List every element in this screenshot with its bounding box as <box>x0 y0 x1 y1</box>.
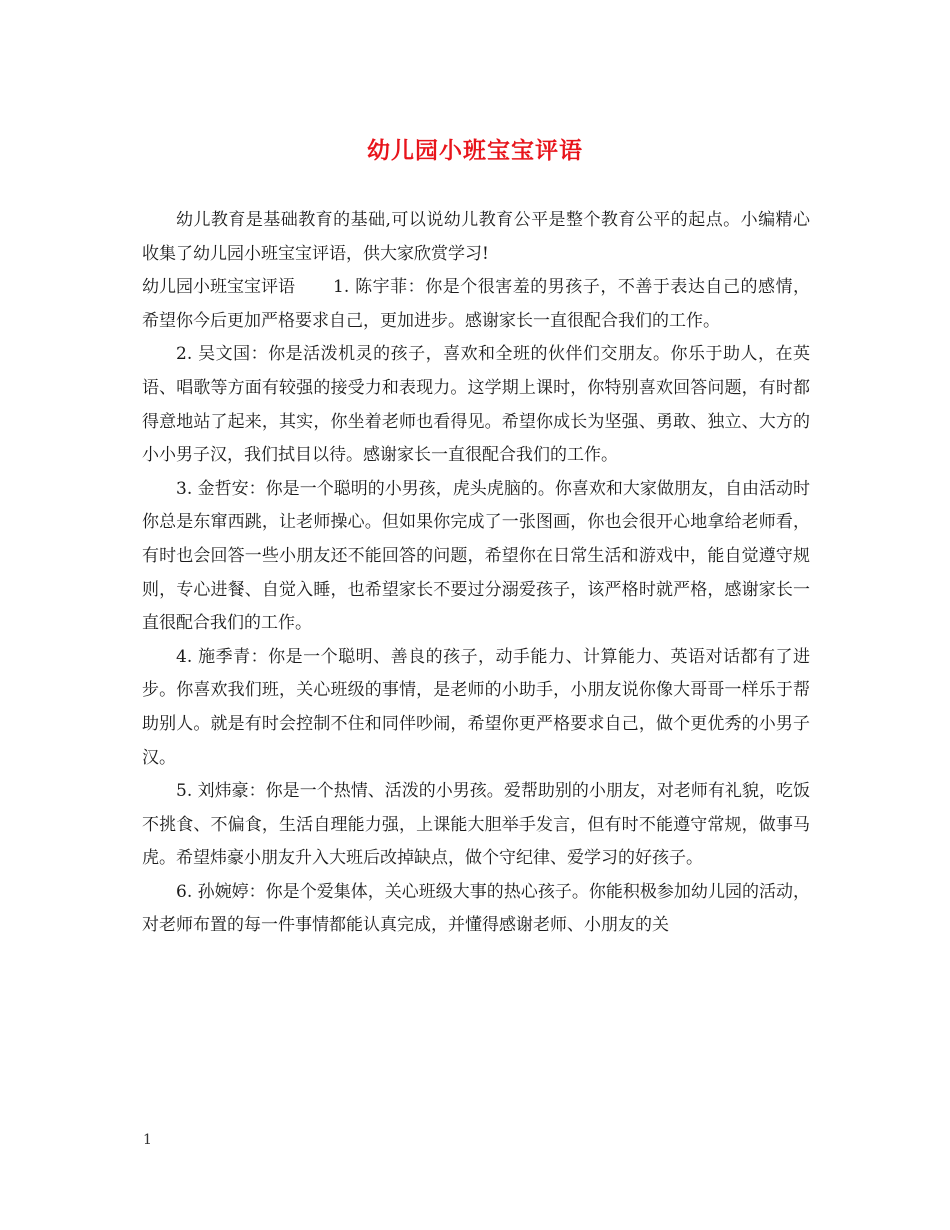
page-number: 1 <box>143 1132 152 1148</box>
comment-paragraph-5: 5. 刘炜豪：你是一个热情、活泼的小男孩。爱帮助别的小朋友，对老师有礼貌，吃饭不挑食、不偏食，生活自理能力强，上课能大胆举手发言，但有时不能遵守常规，做事马虎。希望炜豪小朋友升入大班后改掉缺点，做个守纪律、爱学习的好孩子。 <box>142 781 810 869</box>
comment-paragraph-3: 3. 金哲安：你是一个聪明的小男孩，虎头虎脑的。你喜欢和大家做朋友，自由活动时你总是东窜西跳，让老师操心。但如果你完成了一张图画，你也会很开心地拿给老师看，有时也会回答一些小朋友还不能回答的问题，希望你在日常生活和游戏中，能自觉遵守规则，专心进餐、自觉入睡，也希望家长不要过分溺爱孩子，该严格时就严格，感谢家长一直很配合我们的工作。 <box>142 478 810 634</box>
document-body <box>142 204 810 943</box>
comment-text-1: 1. 陈宇菲：你是个很害羞的男孩子，不善于表达自己的感情，希望你今后更加严格要求自己，更加进步。感谢家长一直很配合我们的工作。 <box>142 277 810 331</box>
comment-paragraph-6: 6. 孙婉婷：你是个爱集体，关心班级大事的热心孩子。你能积极参加幼儿园的活动，对老师布置的每一件事情都能认真完成，并懂得感谢老师、小朋友的关 <box>142 881 810 936</box>
section-label: 幼儿园小班宝宝评语 <box>142 277 295 298</box>
comment-paragraph-2: 2. 吴文国：你是活泼机灵的孩子，喜欢和全班的伙伴们交朋友。你乐于助人，在英语、唱歌等方面有较强的接受力和表现力。这学期上课时，你特别喜欢回答问题，有时都得意地站了起来，其实，你坐着老师也看得见。希望你成长为坚强、勇敢、独立、大方的小小男子汉，我们拭目以待。感谢家长一直很配合我们的工作。 <box>142 344 810 466</box>
intro-paragraph: 幼儿教育是基础教育的基础,可以说幼儿教育公平是整个教育公平的起点。小编精心收集了幼儿园小班宝宝评语，供大家欣赏学习! <box>142 210 810 264</box>
comment-paragraph-1 <box>142 271 810 338</box>
comment-paragraph-4: 4. 施季青：你是一个聪明、善良的孩子，动手能力、计算能力、英语对话都有了进步。你喜欢我们班，关心班级的事情，是老师的小助手，小朋友说你像大哥哥一样乐于帮助别人。就是有时会控制不住和同伴吵闹，希望你更严格要求自己，做个更优秀的小男子汉。 <box>142 646 810 768</box>
document-title: 幼儿园小班宝宝评语 <box>367 137 583 164</box>
